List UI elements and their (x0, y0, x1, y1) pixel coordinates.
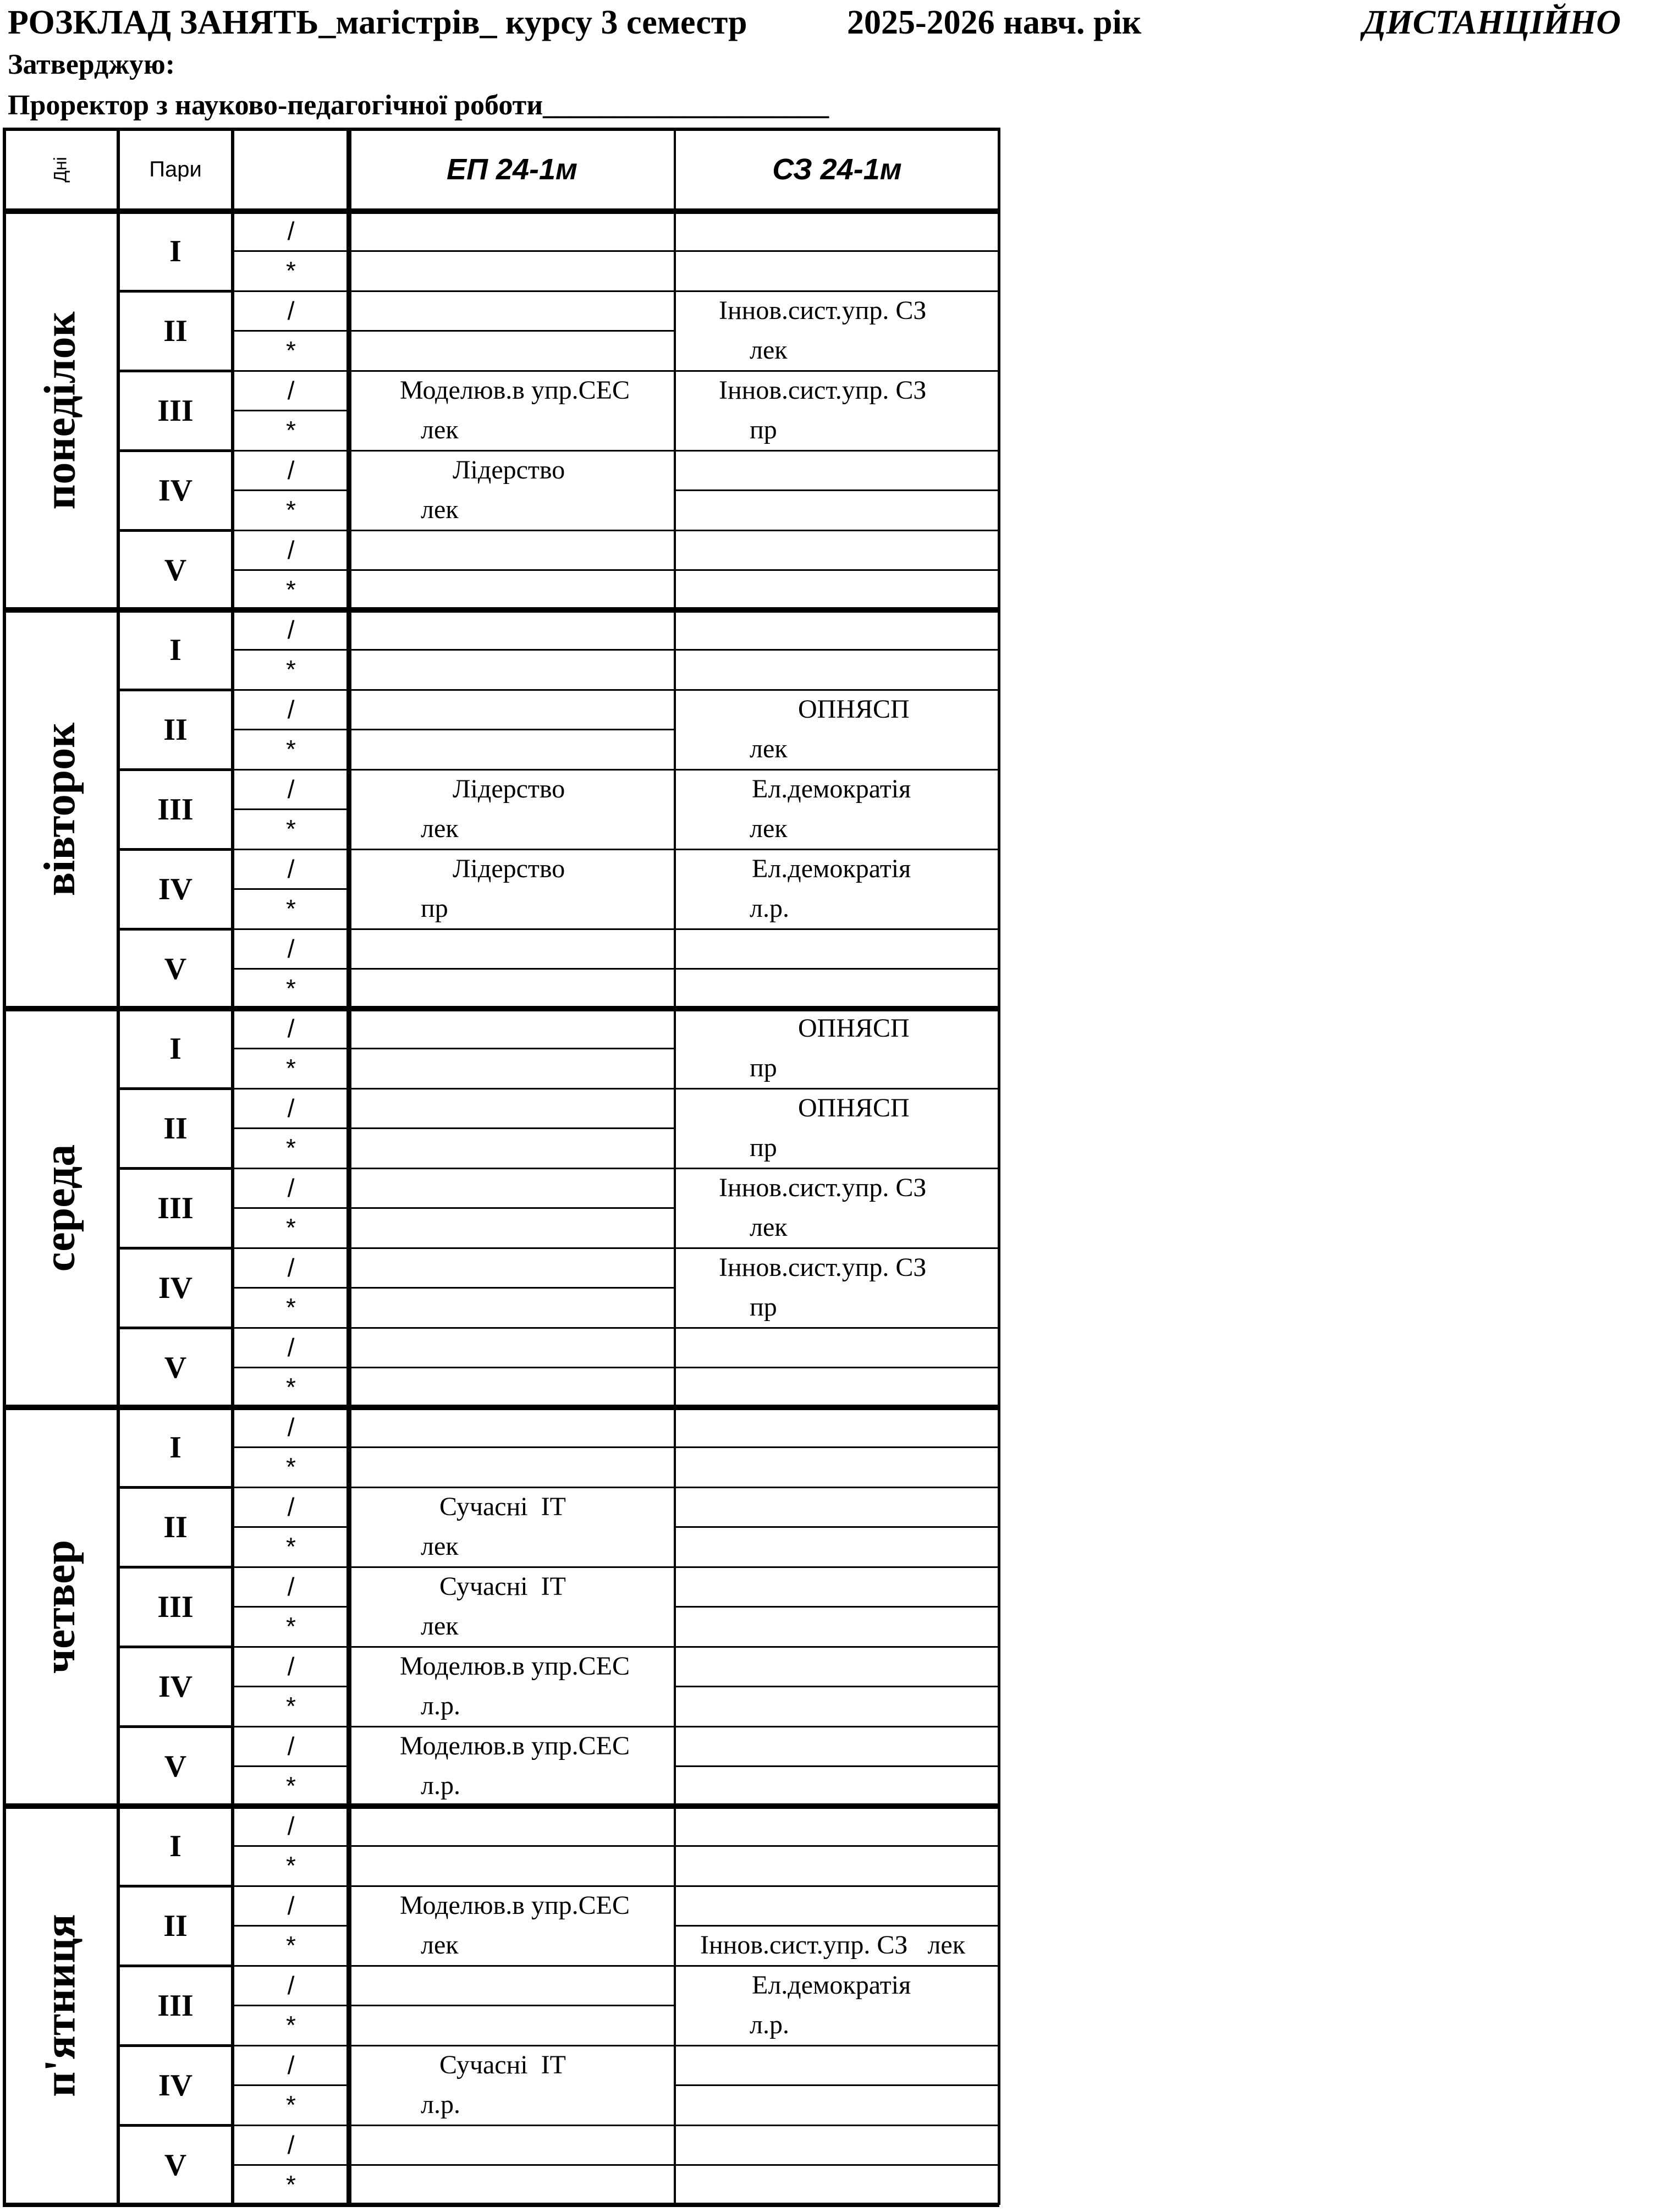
sz-class-type: лек (750, 335, 788, 365)
week-mark-denominator (233, 730, 349, 768)
pair-number-text: II (163, 1908, 188, 1943)
week-half-line (675, 649, 999, 651)
pair-number (118, 450, 233, 530)
week-mark-denominator-text: * (286, 974, 296, 1003)
ep-class-type: лек (421, 1611, 459, 1641)
week-mark-numerator (233, 611, 349, 648)
week-mark-numerator-text: / (287, 1652, 295, 1681)
day-1-label (3, 211, 118, 610)
week-mark-numerator-text: / (287, 456, 295, 485)
week-mark-numerator (233, 691, 349, 728)
week-mark-numerator (233, 1648, 349, 1685)
ep-class-type: лек (421, 814, 459, 843)
day-5-label-text: п'ятниця (36, 1914, 85, 2097)
day-1-label-text: понеділок (36, 311, 85, 510)
study-mode: ДИСТАНЦІЙНО (1363, 4, 1621, 41)
week-mark-denominator-text: * (286, 2170, 296, 2199)
week-half-line (675, 1686, 999, 1687)
week-mark-numerator (233, 2046, 349, 2084)
week-mark-denominator (233, 2166, 349, 2203)
sz-class-type: пр (750, 1053, 777, 1082)
week-half-line (675, 2164, 999, 2166)
week-mark-numerator (233, 452, 349, 489)
pair-number (118, 1647, 233, 1726)
pair-number (118, 2125, 233, 2205)
week-mark-denominator-text: * (286, 1851, 296, 1880)
week-half-line (349, 2005, 675, 2006)
week-half-line (675, 1845, 999, 1847)
day-2-label (3, 610, 118, 1009)
week-mark-denominator (233, 970, 349, 1007)
week-mark-denominator (233, 890, 349, 927)
week-mark-numerator (233, 2126, 349, 2164)
ep-class-title: Моделюв.в упр.СЕС (400, 376, 630, 405)
ep-class-title: Сучасні ІТ (439, 1572, 566, 1601)
sz-class-title: Ел.демократія (752, 854, 911, 883)
pair-number (118, 1806, 233, 1886)
pair-number-text: II (163, 313, 188, 348)
week-mark-denominator-text: * (286, 1931, 296, 1960)
week-mark-denominator (233, 571, 349, 608)
week-half-line (349, 1845, 675, 1847)
week-mark-numerator-text: / (287, 1971, 295, 2000)
pair-number (118, 929, 233, 1009)
sz-class-title: Іннов.сист.упр. СЗ (719, 376, 927, 405)
group-header-sz-text: СЗ 24-1м (772, 153, 902, 186)
week-mark-numerator (233, 292, 349, 329)
sz-class-title: Іннов.сист.упр. СЗ (719, 1173, 927, 1202)
week-half-line (349, 250, 675, 252)
ep-class-title: Сучасні ІТ (439, 1492, 566, 1521)
week-mark-denominator-text: * (286, 735, 296, 763)
week-mark-numerator-text: / (287, 1333, 295, 1362)
week-mark-denominator (233, 1368, 349, 1406)
week-mark-numerator (233, 1568, 349, 1605)
pair-number-text: IV (158, 473, 193, 508)
pair-number-text: II (163, 1510, 188, 1544)
week-mark-numerator (233, 212, 349, 250)
week-mark-numerator-text: / (287, 1094, 295, 1122)
day-2-label-text: вівторок (36, 722, 85, 896)
week-half-line (675, 1526, 999, 1528)
ep-class-title: Лідерство (453, 455, 565, 485)
week-mark-numerator-text: / (287, 1572, 295, 1601)
pair-number (118, 1168, 233, 1248)
pair-number (118, 1088, 233, 1168)
sz-class-type: лек (750, 734, 788, 763)
week-half-line (349, 1446, 675, 1448)
pair-number (118, 849, 233, 929)
week-mark-numerator (233, 372, 349, 409)
ep-class-title: Сучасні ІТ (439, 2050, 566, 2079)
week-half-line (349, 1367, 675, 1368)
pair-number (118, 1248, 233, 1328)
week-half-line (675, 1606, 999, 1608)
week-mark-denominator (233, 1608, 349, 1645)
group-header-ep (349, 128, 675, 211)
week-half-line (675, 1925, 999, 1927)
week-mark-denominator (233, 1847, 349, 1884)
sz-class-type: пр (750, 1292, 777, 1322)
pair-number-text: III (157, 1589, 194, 1624)
pair-number-text: I (169, 1829, 181, 1863)
pair-number (118, 371, 233, 450)
week-mark-denominator (233, 252, 349, 289)
table-border-top (3, 128, 999, 131)
pair-number-text: II (163, 1111, 188, 1146)
day-5-label (3, 1806, 118, 2205)
week-mark-denominator (233, 1448, 349, 1485)
week-mark-numerator (233, 1090, 349, 1127)
week-mark-denominator (233, 810, 349, 848)
week-mark-numerator-text: / (287, 217, 295, 245)
week-mark-numerator-text: / (287, 376, 295, 405)
group-header-ep-text: ЕП 24-1м (447, 153, 577, 186)
pair-number-text: I (169, 1430, 181, 1465)
day-4-label (3, 1407, 118, 1806)
sz-class-type: пр (750, 415, 777, 444)
ep-class-title: Моделюв.в упр.СЕС (400, 1731, 630, 1760)
ep-class-type: л.р. (421, 1691, 460, 1720)
week-mark-numerator (233, 1887, 349, 1924)
week-mark-numerator-text: / (287, 855, 295, 883)
week-mark-numerator-text: / (287, 1413, 295, 1441)
week-mark-denominator (233, 1209, 349, 1246)
week-mark-denominator-text: * (286, 1692, 296, 1720)
sz-class-type: лек (750, 1213, 788, 1242)
pair-number (118, 2045, 233, 2125)
week-mark-numerator-text: / (287, 1174, 295, 1202)
ep-class-title: Лідерство (453, 774, 565, 804)
week-mark-numerator-text: / (287, 536, 295, 564)
sz-class-title: Іннов.сист.упр. СЗ (719, 1253, 927, 1282)
week-mark-numerator-text: / (287, 775, 295, 804)
week-mark-numerator (233, 1727, 349, 1765)
prorector-signature-line: Проректор з науково-педагогічної роботи____________________ (8, 90, 829, 121)
week-half-line (349, 1048, 675, 1049)
pair-number (118, 1567, 233, 1647)
week-mark-numerator (233, 531, 349, 569)
group-header-sz (675, 128, 999, 211)
ep-class-type: пр (421, 894, 448, 923)
pair-number-text: V (164, 1749, 187, 1784)
week-mark-numerator-text: / (287, 1891, 295, 1920)
week-mark-numerator (233, 850, 349, 888)
week-mark-denominator-text: * (286, 496, 296, 524)
pair-number (118, 1328, 233, 1407)
ep-class-type: лек (421, 495, 459, 524)
week-mark-denominator (233, 2086, 349, 2123)
pair-number-text: III (157, 1988, 194, 2023)
pair-number-text: I (169, 632, 181, 667)
week-mark-denominator-text: * (286, 1133, 296, 1162)
days-column-header-text: Дні (50, 156, 70, 183)
week-mark-numerator-text: / (287, 1253, 295, 1282)
week-mark-denominator-text: * (286, 2011, 296, 2039)
week-mark-numerator (233, 1967, 349, 2004)
week-mark-denominator-text: * (286, 416, 296, 444)
week-mark-denominator-text: * (286, 1293, 296, 1322)
week-half-line (675, 250, 999, 252)
week-mark-denominator-text: * (286, 1612, 296, 1641)
week-half-line (675, 968, 999, 970)
week-half-line (675, 489, 999, 491)
week-mark-numerator-text: / (287, 695, 295, 724)
week-mark-numerator-text: / (287, 296, 295, 325)
day-3-label (3, 1009, 118, 1407)
week-mark-numerator-text: / (287, 1812, 295, 1840)
week-half-line (675, 1765, 999, 1767)
ep-class-type: лек (421, 415, 459, 444)
ep-class-title: Моделюв.в упр.СЕС (400, 1652, 630, 1681)
schedule-title: РОЗКЛАД ЗАНЯТЬ_магістрів_ курсу 3 семестр (8, 4, 747, 41)
pair-number-text: V (164, 951, 187, 986)
week-mark-denominator (233, 1049, 349, 1087)
groups-divider (674, 128, 676, 2205)
week-mark-denominator (233, 1289, 349, 1326)
days-column-header (3, 128, 118, 211)
week-mark-numerator-text: / (287, 2131, 295, 2159)
week-mark-denominator (233, 1927, 349, 1964)
week-mark-numerator-text: / (287, 615, 295, 644)
week-mark-denominator (233, 411, 349, 449)
week-half-line (675, 2084, 999, 2086)
week-mark-numerator (233, 1010, 349, 1047)
pair-number-text: V (164, 553, 187, 587)
sz-class-type: пр (750, 1133, 777, 1162)
pair-number-text: III (157, 1191, 194, 1225)
week-mark-denominator-text: * (286, 1373, 296, 1401)
week-mark-denominator-text: * (286, 1054, 296, 1082)
week-mark-numerator (233, 1408, 349, 1446)
table-border-bottom (3, 2203, 999, 2207)
day-4-label-text: четвер (36, 1539, 85, 1674)
week-mark-denominator-text: * (286, 815, 296, 843)
week-mark-denominator (233, 332, 349, 369)
week-mark-denominator-text: * (286, 1452, 296, 1481)
sz-class-title: ОПНЯСП (798, 1014, 910, 1043)
sz-class-type: лек (750, 814, 788, 843)
sz-class-title: Іннов.сист.упр. СЗ (719, 296, 927, 325)
sz-class-title: ОПНЯСП (798, 1093, 910, 1122)
schedule-table (3, 128, 1002, 2212)
week-mark-denominator-text: * (286, 894, 296, 923)
week-mark-denominator-text: * (286, 655, 296, 684)
pair-number (118, 291, 233, 371)
ep-class-title: Моделюв.в упр.СЕС (400, 1891, 630, 1920)
week-mark-denominator-text: * (286, 2090, 296, 2119)
ep-class-type: лек (421, 1930, 459, 1960)
week-mark-numerator-text: / (287, 1493, 295, 1521)
sz-class-title: Ел.демократія (752, 774, 911, 804)
week-mark-denominator-text: * (286, 575, 296, 604)
pair-number-text: I (169, 234, 181, 268)
sz-class-title: Ел.демократія (752, 1971, 911, 2000)
week-half-line (349, 2164, 675, 2166)
week-half-line (675, 1367, 999, 1368)
pair-number-text: III (157, 393, 194, 428)
week-mark-numerator (233, 1169, 349, 1207)
week-half-line (349, 569, 675, 571)
week-mark-numerator (233, 771, 349, 808)
pair-number-text: IV (158, 1270, 193, 1305)
pair-number (118, 1886, 233, 1966)
pair-number (118, 211, 233, 291)
pair-number (118, 610, 233, 690)
pair-number-text: III (157, 792, 194, 827)
pair-number (118, 1726, 233, 1806)
week-mark-denominator (233, 491, 349, 529)
ep-class-type: лек (421, 1532, 459, 1561)
week-mark-denominator (233, 2006, 349, 2044)
pair-number-text: V (164, 2148, 187, 2182)
week-half-line (675, 1446, 999, 1448)
pair-number (118, 1487, 233, 1567)
week-mark-numerator (233, 1488, 349, 1526)
week-half-line (349, 1127, 675, 1129)
pair-number-text: IV (158, 2068, 193, 2103)
sz-class-type: л.р. (750, 894, 789, 923)
pairs-column-header-text: Пари (149, 157, 202, 181)
ep-class-type: л.р. (421, 2090, 460, 2119)
week-mark-denominator-text: * (286, 256, 296, 285)
academic-year: 2025-2026 навч. рік (847, 4, 1142, 41)
pair-number (118, 530, 233, 610)
week-mark-numerator (233, 1807, 349, 1845)
week-mark-denominator-text: * (286, 1213, 296, 1242)
week-mark-denominator (233, 1528, 349, 1565)
week-half-line (349, 1287, 675, 1289)
week-mark-numerator (233, 1249, 349, 1286)
pair-number (118, 1966, 233, 2045)
ep-class-type: л.р. (421, 1771, 460, 1800)
pair-number-text: II (163, 712, 188, 747)
week-half-line (675, 569, 999, 571)
week-half-line (349, 1207, 675, 1209)
ep-class-title: Лідерство (453, 854, 565, 883)
pair-number (118, 769, 233, 849)
week-mark-denominator-text: * (286, 1532, 296, 1561)
week-half-line (349, 968, 675, 970)
pair-number-text: IV (158, 1669, 193, 1704)
week-mark-denominator (233, 1687, 349, 1725)
pair-number (118, 690, 233, 769)
week-half-line (349, 729, 675, 730)
week-mark-numerator-text: / (287, 1014, 295, 1043)
week-mark-numerator-text: / (287, 934, 295, 963)
pair-number (118, 1009, 233, 1088)
week-mark-numerator (233, 930, 349, 967)
week-mark-numerator (233, 1329, 349, 1366)
week-mark-denominator-text: * (286, 1771, 296, 1800)
week-half-line (349, 330, 675, 332)
table-border-right (998, 128, 1000, 2205)
week-mark-denominator (233, 1129, 349, 1166)
week-mark-numerator-text: / (287, 2051, 295, 2079)
week-half-line (349, 649, 675, 651)
pair-number-text: IV (158, 872, 193, 906)
sz-class-type: л.р. (750, 2010, 789, 2039)
approval-label: Затверджую: (8, 49, 175, 80)
sz-class-title: ОПНЯСП (798, 695, 910, 724)
sz-class-lower: Іннов.сист.упр. СЗ лек (700, 1930, 966, 1960)
pair-number-text: I (169, 1031, 181, 1066)
pairs-column-header (118, 128, 233, 211)
week-mark-denominator-text: * (286, 336, 296, 365)
week-mark-numerator-text: / (287, 1732, 295, 1760)
week-mark-denominator (233, 1767, 349, 1804)
day-3-label-text: середа (36, 1144, 85, 1272)
pair-number-text: V (164, 1350, 187, 1385)
week-mark-denominator (233, 651, 349, 688)
pair-number (118, 1407, 233, 1487)
